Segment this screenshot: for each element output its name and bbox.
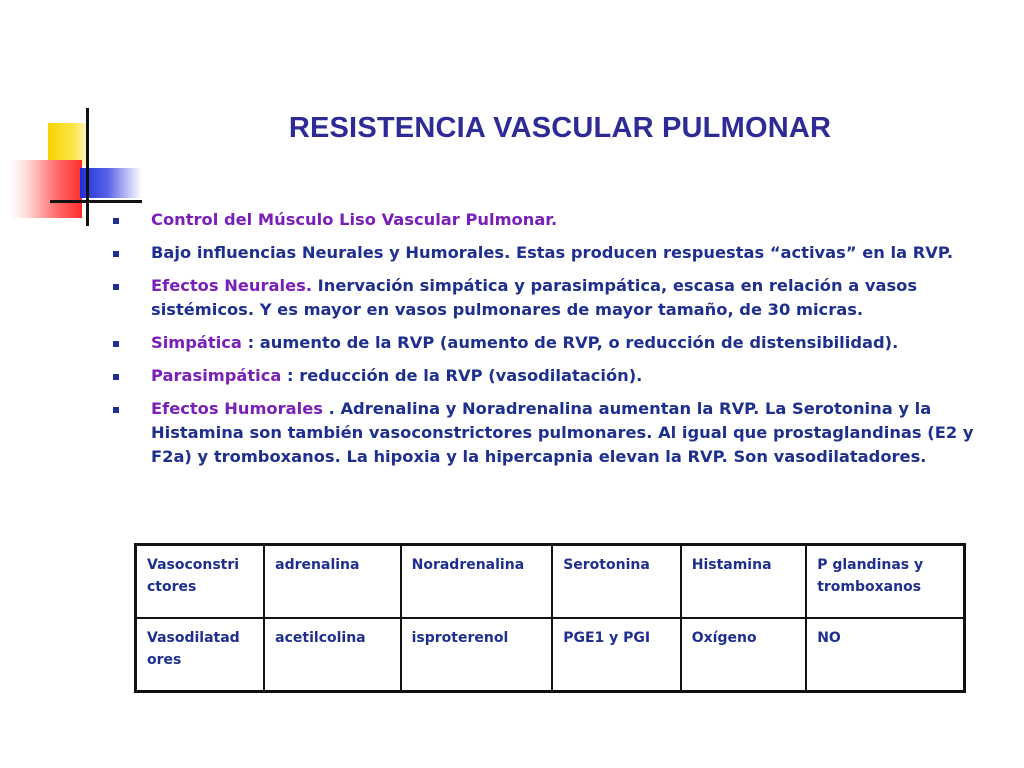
vasoactive-table	[134, 543, 966, 693]
table-row	[136, 618, 965, 692]
logo-horizontal-line	[50, 200, 142, 203]
decorative-logo	[0, 0, 160, 240]
logo-blue-square	[80, 168, 142, 198]
bullet-text: : reducción de la RVP (vasodilatación).	[281, 366, 643, 385]
bullet-marker-icon	[113, 341, 119, 347]
logo-vertical-line	[86, 108, 89, 226]
bullet-text: Inervación simpática y parasimpática, escasa en relación a vasos sistémicos. Y es mayor en vasos pulmonares de mayor tamaño, de 30 micras.	[151, 276, 918, 319]
logo-red-square	[10, 160, 82, 218]
bullet-marker-icon	[113, 218, 119, 224]
table-cell: isproterenol	[401, 618, 553, 692]
bullet-text: : aumento de la RVP (aumento de RVP, o reducción de distensibilidad).	[241, 333, 899, 352]
bullet-lead: Efectos Neurales.	[151, 276, 312, 295]
bullet-item	[110, 274, 990, 322]
table-cell: Noradrenalina	[401, 545, 553, 619]
bullet-lead: Control del Músculo Liso Vascular Pulmonar.	[151, 210, 558, 229]
bullet-item	[110, 331, 990, 355]
logo-yellow-square	[48, 123, 86, 165]
table-cell: adrenalina	[264, 545, 400, 619]
slide-title: RESISTENCIA VASCULAR PULMONAR	[288, 112, 832, 144]
bullet-marker-icon	[113, 284, 119, 290]
vasoactive-table-container	[134, 543, 966, 693]
table-cell: Serotonina	[552, 545, 681, 619]
bullet-lead: Simpática	[151, 333, 242, 352]
table-row	[136, 545, 965, 619]
bullet-marker-icon	[113, 407, 119, 413]
bullet-list	[110, 208, 990, 478]
table-cell: NO	[806, 618, 964, 692]
table-cell: PGE1 y PGI	[552, 618, 681, 692]
bullet-item	[110, 208, 990, 232]
bullet-lead: Parasimpática	[151, 366, 282, 385]
table-cell: Vasodilatad ores	[136, 618, 265, 692]
table-cell: Histamina	[681, 545, 806, 619]
table-cell: Oxígeno	[681, 618, 806, 692]
table-cell: Vasoconstri ctores	[136, 545, 265, 619]
bullet-text: Bajo influencias Neurales y Humorales. Estas producen respuestas “activas” en la RVP.	[151, 243, 954, 262]
bullet-item	[110, 241, 990, 265]
bullet-item	[110, 364, 990, 388]
bullet-item	[110, 397, 990, 469]
table-cell: P glandinas y tromboxanos	[806, 545, 964, 619]
bullet-text: . Adrenalina y Noradrenalina aumentan la RVP. La Serotonina y la Histamina son también vasoconstrictores pulmonares. Al igual que prostaglandinas (E2 y F2a) y tromboxanos. La hipoxia y la hipercapnia elevan la RVP. Son vasodilatadores.	[151, 399, 974, 466]
bullet-marker-icon	[113, 251, 119, 257]
bullet-lead: Efectos Humorales	[151, 399, 323, 418]
table-cell: acetilcolina	[264, 618, 400, 692]
bullet-marker-icon	[113, 374, 119, 380]
